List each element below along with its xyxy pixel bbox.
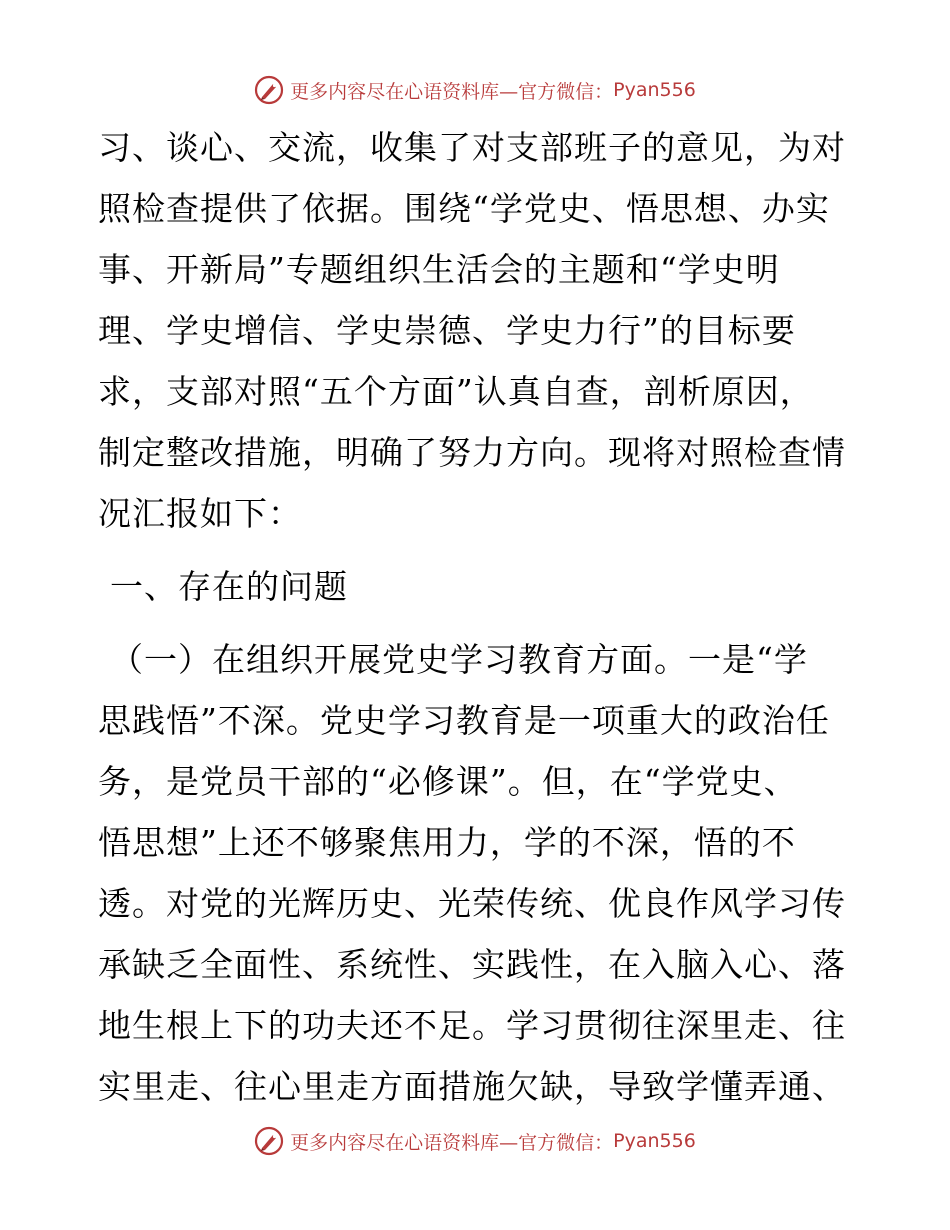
paragraph-section-1 (98, 629, 858, 690)
text-line: 务，是党员干部的“必修课”。但，在“学党史、 (98, 762, 798, 801)
text-line: 制定整改措施，明确了努力方向。现将对照检查情 (98, 433, 846, 472)
paragraph-intro (98, 117, 858, 544)
text-line: 事、开新局”专题组织生活会的主题和“学史明 (98, 250, 780, 289)
document-body (98, 117, 858, 1117)
watermark-wechat-id: Pyan556 (613, 79, 696, 101)
text-line: 习、谈心、交流，收集了对支部班子的意见，为对 (98, 128, 846, 167)
text-line: 求，支部对照“五个方面”认真自查，剖析原因， (98, 372, 814, 411)
text-line: 承缺乏全面性、系统性、实践性，在入脑入心、落 (98, 945, 846, 984)
text-line: 理、学史增信、学史崇德、学史力行”的目标要 (98, 311, 796, 350)
paragraph-section-1-continued (98, 690, 858, 1117)
text-line: 况汇报如下： (98, 494, 302, 533)
text-line: 地生根上下的功夫还不足。学习贯彻往深里走、往 (98, 1006, 846, 1045)
text-line: 照检查提供了依据。围绕“学党史、悟思想、办实 (98, 189, 830, 228)
header-watermark (0, 72, 950, 108)
watermark-text: 更多内容尽在心语资料库—官方微信： (290, 80, 614, 103)
footer-watermark (0, 1123, 950, 1159)
watermark-text: 更多内容尽在心语资料库—官方微信： (290, 1131, 614, 1154)
text-line: 悟思想”上还不够聚焦用力，学的不深，悟的不 (98, 823, 796, 862)
red-pen-logo-icon (254, 75, 284, 105)
red-pen-logo-icon (254, 1126, 284, 1156)
text-line: 实里走、往心里走方面措施欠缺，导致学懂弄通、 (98, 1067, 846, 1106)
text-line: 思践悟”不深。党史学习教育是一项重大的政治任 (98, 701, 830, 740)
watermark-wechat-id: Pyan556 (613, 1130, 696, 1152)
text-line: （一）在组织开展党史学习教育方面。一是“学 (110, 640, 808, 679)
section-heading: 一、存在的问题 (110, 567, 348, 606)
text-line: 透。对党的光辉历史、光荣传统、优良作风学习传 (98, 884, 846, 923)
